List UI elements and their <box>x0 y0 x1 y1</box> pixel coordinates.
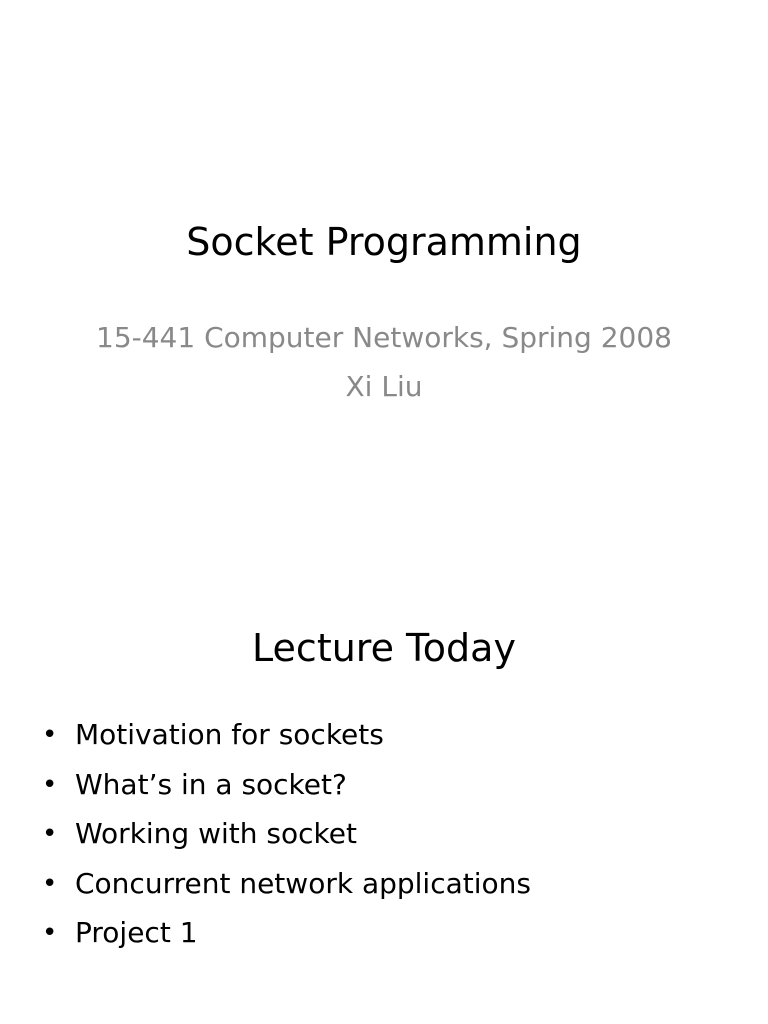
bullet-text: Project 1 <box>75 916 198 949</box>
author-name: Xi Liu <box>345 370 423 403</box>
content-slide <box>0 512 768 1024</box>
bullet-text: Concurrent network applications <box>75 866 531 900</box>
bullet-icon: • <box>42 918 58 948</box>
bullet-text: Motivation for sockets <box>75 718 384 751</box>
bullet-text: What’s in a socket? <box>75 767 347 801</box>
bullet-icon: • <box>42 769 58 800</box>
slide-title: Lecture Today <box>252 626 516 670</box>
bullet-icon: • <box>42 868 58 899</box>
bullet-item <box>42 861 742 911</box>
course-subtitle: 15-441 Computer Networks, Spring 2008 <box>96 321 672 354</box>
bullet-icon: • <box>42 720 58 750</box>
bullet-item <box>42 811 742 861</box>
bullet-icon: • <box>42 819 58 849</box>
bullet-text: Working with socket <box>75 817 357 850</box>
bullet-list <box>42 712 742 960</box>
bullet-item <box>42 712 742 762</box>
bullet-item <box>42 910 742 960</box>
slide-title: Socket Programming <box>186 220 582 264</box>
bullet-item <box>42 762 742 812</box>
